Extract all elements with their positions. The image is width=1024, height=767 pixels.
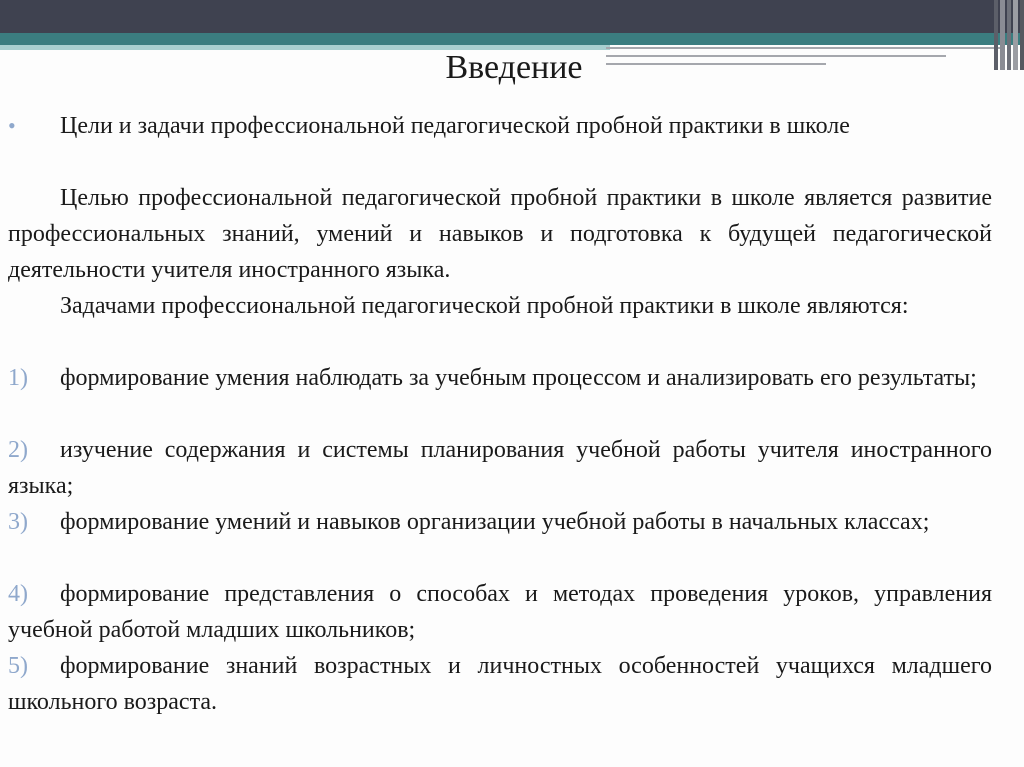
- header-dark-bar: [0, 0, 1024, 33]
- slide-title: Введение: [445, 49, 583, 86]
- list-item-text: изучение содержания и системы планирования учебной работы учителя иностранного языка;: [8, 437, 992, 499]
- list-item-text: формирование умения наблюдать за учебным процессом и анализировать его результаты;: [60, 365, 977, 391]
- list-item: [8, 360, 992, 396]
- list-item-text: формирование умений и навыков организации учебной работы в начальных классах;: [60, 509, 930, 535]
- list-item-text: Цели и задачи профессиональной педагогической пробной практики в школе: [60, 113, 850, 139]
- list-item: [8, 108, 992, 144]
- list-item: [8, 648, 992, 720]
- number-marker: 3): [8, 509, 28, 535]
- paragraph-text: Целью профессиональной педагогической пробной практики в школе является развитие профессиональных знаний, умений и навыков и подготовка к будущей педагогической деятельности учителя иностранного языка.: [8, 185, 992, 283]
- number-marker: 1): [8, 365, 28, 391]
- list-item-text: формирование представления о способах и методах проведения уроков, управления учебной работой младших школьников;: [8, 581, 992, 643]
- header-teal-band: [0, 33, 1024, 45]
- list-item: [8, 576, 992, 648]
- number-marker: 5): [8, 653, 28, 679]
- list-item-text: формирование знаний возрастных и личностных особенностей учащихся младшего школьного возраста.: [8, 653, 992, 715]
- list-item: [8, 432, 992, 504]
- number-marker: 2): [8, 437, 28, 463]
- bullet-marker: •: [8, 113, 16, 138]
- paragraph: [8, 180, 992, 288]
- number-marker: 4): [8, 581, 28, 607]
- paragraph-text: Задачами профессиональной педагогической пробной практики в школе являются:: [60, 293, 909, 319]
- paragraph: [8, 288, 992, 324]
- list-item: [8, 504, 992, 540]
